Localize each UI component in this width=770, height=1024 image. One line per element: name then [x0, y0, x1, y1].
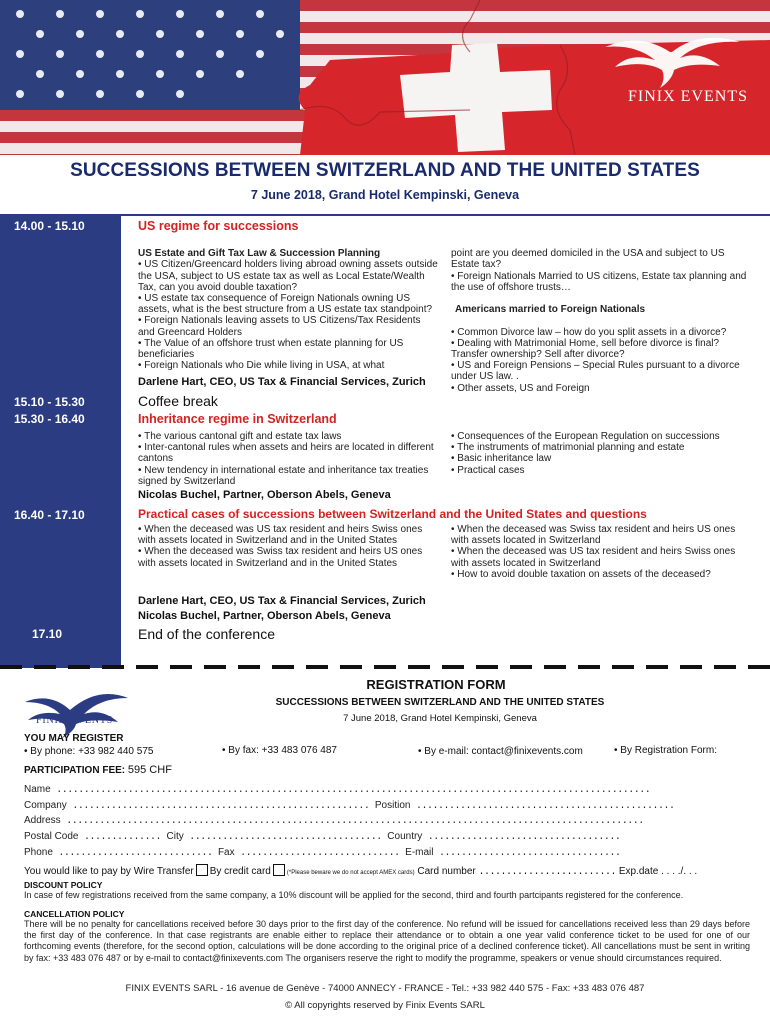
registration-logo-text: FINIX EVENTS	[36, 715, 114, 726]
postal-code-label: Postal Code	[24, 831, 79, 842]
session-title-us-regime: US regime for successions	[138, 219, 299, 233]
postal-city-country-field[interactable]: Postal Code .............. City ................................... Country ...................................	[24, 831, 621, 843]
fee-label: PARTICIPATION FEE:	[24, 765, 126, 776]
session-1-right-text-a: point are you deemed domiciled in the USA and subject to US Estate tax? • Foreign Nationals Married to US citizens, Estate tax planning and the use of offshore trusts…	[451, 248, 747, 293]
session-1-left-text: • US Citizen/Greencard holders living abroad owning assets outside the USA, subject to US estate tax as well as Local Estate/Wealth Tax, can you avoid double taxation? • US estate tax consequence of Foreign Nationals owning US assets, what is the best structure from a US estate tax standpoint? • Foreign Nationals leaving assets to US Citizens/Tax Residents and Greencard Holders • The Value of an offshore trust when estate planning for US beneficiaries • Foreign Nationals who Die while living in USA, at what	[138, 259, 438, 372]
register-by-email[interactable]: • By e-mail: contact@finixevents.com	[418, 746, 583, 757]
position-label: Position	[374, 800, 411, 811]
company-label: Company	[24, 800, 67, 811]
email-label: E-mail	[405, 847, 434, 858]
registration-date: 7 June 2018, Grand Hotel Kempinski, Geneva	[343, 713, 537, 724]
card-number-field[interactable]: .........................	[478, 867, 617, 878]
name-field[interactable]: Name ............................................................................................................	[24, 784, 651, 796]
participation-fee	[24, 764, 172, 776]
you-may-register-label: YOU MAY REGISTER	[24, 733, 124, 744]
session-1-left-heading: US Estate and Gift Tax Law & Succession Planning	[138, 248, 381, 260]
session-1-left-column	[138, 237, 438, 383]
cut-line	[0, 665, 770, 669]
phone-fax-email-field[interactable]: Phone ............................ Fax ............................. E-mail .................................	[24, 847, 621, 859]
discount-policy-text: In case of few registrations received from the same company, a 10% discount will be applied for the second, third and fourth partcipants registered for the conference.	[24, 890, 684, 900]
wire-transfer-label: You would like to pay by Wire Transfer	[24, 866, 194, 877]
end-of-conference-title: End of the conference	[138, 626, 275, 642]
cancellation-policy-text: There will be no penalty for cancellations received before 30 days prior to the first day of the conference. No refund will be issued for cancellations received less than 29 days before the first day of the conference. In that case registrants are enable either to replace their attendance or to obtain a one year valid conference ticket to be used for one of our forthcoming events (therefore, for the second option, calculations will be done according to the original price of a declined conference ticket). All cancellations must be sent in writing by fax: +33 483 076 487 or by e-mail to contact@finixevents.com The organisers reserve the right to modify the programme, speakers or venue should circumstances required.	[24, 919, 750, 963]
session-1-right-heading: Americans married to Foreign Nationals	[455, 304, 646, 316]
time-slot-4: 16.40 - 17.10	[14, 508, 85, 522]
amex-note: (*Please beware we do not accept AMEX cards)	[286, 870, 415, 876]
session-4-left-text: • When the deceased was US tax resident and heirs Swiss ones with assets located in Switzerland and in the United States • When the deceased was Swiss tax resident and heirs US ones with assets located in Switzerland and in the United States	[138, 524, 423, 569]
fax-label: Fax	[217, 847, 235, 858]
discount-policy-title: DISCOUNT POLICY	[24, 880, 103, 890]
session-1-right-column	[451, 237, 751, 405]
footer-address: FINIX EVENTS SARL - 16 avenue de Genève - 74000 ANNECY - FRANCE - Tel.: +33 982 440 575 - Fax: +33 483 076 487	[125, 983, 645, 994]
time-slot-1: 14.00 - 15.10	[14, 219, 85, 233]
session-3-right-text: • Consequences of the European Regulation on successions • The instruments of matrimonial planning and estate • Basic inheritance law • Practical cases	[451, 431, 720, 476]
session-4-right-text: • When the deceased was Swiss tax resident and heirs US ones with assets located in Switzerland • When the deceased was US tax resident and heirs Swiss ones with assets located in Switzerland • How to avoid double taxation on assets of the deceased?	[451, 524, 736, 580]
register-by-form: • By Registration Form:	[614, 745, 717, 756]
company-field[interactable]: Company ...................................................... Position ...............................................	[24, 800, 675, 812]
session-3-speaker: Nicolas Buchel, Partner, Oberson Abels, Geneva	[138, 489, 391, 501]
session-4-speaker-1: Darlene Hart, CEO, US Tax & Financial Services, Zurich	[138, 595, 426, 607]
header-banner	[0, 0, 770, 155]
page-title: SUCCESSIONS BETWEEN SWITZERLAND AND THE UNITED STATES	[70, 160, 700, 181]
register-by-fax: • By fax: +33 483 076 487	[222, 745, 337, 756]
finix-events-logo: FINIX EVENTS	[628, 88, 748, 105]
finix-bird-logo-icon	[20, 680, 130, 740]
card-number-label: Card number	[417, 866, 476, 877]
fee-value: 595 CHF	[127, 764, 172, 776]
session-3-left-text: • The various cantonal gift and estate tax laws • Inter-cantonal rules when assets and heirs are located in different cantons • New tendency in international estate and inheritance tax treaties signed by Switzerland	[138, 431, 434, 487]
session-1-right-text-b: • Common Divorce law – how do you split assets in a divorce? • Dealing with Matrimonial Home, sell before divorce is final? Transfer ownership? Sell after divorce? • US and Foreign Pensions – Special Rules pursuant to a divorce under US law. . • Other assets, US and Foreign	[451, 326, 740, 394]
cancellation-policy-title: CANCELLATION POLICY	[24, 909, 125, 919]
phone-label: Phone	[24, 847, 53, 858]
registration-subtitle: SUCCESSIONS BETWEEN SWITZERLAND AND THE UNITED STATES	[275, 697, 605, 708]
address-label: Address	[24, 815, 61, 826]
session-title-inheritance: Inheritance regime in Switzerland	[138, 412, 337, 426]
footer-copyright: © All copyrights reserved by Finix Events SARL	[285, 1000, 485, 1011]
time-slot-5: 17.10	[32, 627, 63, 641]
register-by-phone: • By phone: +33 982 440 575	[24, 746, 154, 757]
address-field[interactable]: Address .........................................................................................................	[24, 815, 644, 827]
wire-transfer-checkbox[interactable]	[196, 864, 208, 876]
exp-date-field[interactable]: . . . ./. . .	[661, 866, 698, 877]
session-1-speaker: Darlene Hart, CEO, US Tax & Financial Services, Zurich	[138, 376, 426, 388]
registration-title: REGISTRATION FORM	[366, 677, 506, 692]
city-label: City	[166, 831, 184, 842]
session-title-practical-cases: Practical cases of successions between Switzerland and the United States and questions	[138, 507, 647, 521]
coffee-break-title: Coffee break	[138, 393, 218, 409]
divider-line	[121, 214, 770, 216]
credit-card-checkbox[interactable]	[273, 864, 285, 876]
flags-puzzle-image	[0, 0, 770, 155]
time-slot-2: 15.10 - 15.30	[14, 395, 85, 409]
exp-date-label: Exp.date	[618, 866, 659, 877]
country-label: Country	[387, 831, 423, 842]
session-4-speaker-2: Nicolas Buchel, Partner, Oberson Abels, Geneva	[138, 610, 391, 622]
time-slot-3: 15.30 - 16.40	[14, 412, 85, 426]
name-label: Name	[24, 784, 51, 795]
time-column	[0, 214, 121, 668]
page-subtitle: 7 June 2018, Grand Hotel Kempinski, Geneva	[250, 188, 520, 202]
payment-row	[24, 864, 697, 878]
credit-card-label: By credit card	[209, 866, 271, 877]
